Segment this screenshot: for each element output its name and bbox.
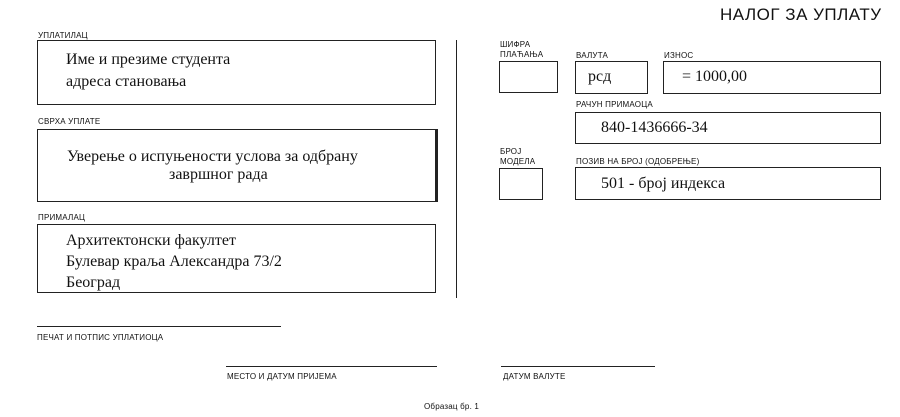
currency-label: ВАЛУТА — [576, 51, 609, 60]
currency-value: рсд — [588, 68, 612, 85]
value-date-label: ДАТУМ ВАЛУТЕ — [503, 372, 566, 381]
payer-label: УПЛАТИЛАЦ — [38, 31, 88, 40]
place-date-line[interactable] — [226, 366, 437, 367]
model-label-1: БРОЈ — [500, 147, 522, 156]
payer-field[interactable] — [37, 40, 436, 105]
reference-number-field[interactable] — [575, 167, 881, 200]
payer-name-text: Име и презиме студента — [66, 51, 231, 68]
payment-code-label-1: ШИФРА — [500, 40, 531, 49]
reference-number-value: 501 - број индекса — [601, 175, 726, 192]
amount-field[interactable] — [663, 61, 881, 94]
column-divider — [456, 40, 457, 298]
model-number-field[interactable] — [499, 168, 543, 200]
purpose-line2-text: завршног рада — [169, 166, 268, 183]
payer-signature-line[interactable] — [37, 326, 281, 327]
recipient-account-label: РАЧУН ПРИМАОЦА — [576, 100, 653, 109]
recipient-street-text: Булевар краља Александра 73/2 — [66, 253, 282, 270]
purpose-line1-text: Уверење о испуњености услова за одбрану — [67, 148, 358, 165]
recipient-account-field[interactable] — [575, 112, 881, 144]
recipient-label: ПРИМАЛАЦ — [38, 213, 86, 222]
form-number: Образац бр. 1 — [424, 402, 480, 411]
recipient-account-value: 840-1436666-34 — [601, 119, 708, 136]
payment-code-field[interactable] — [499, 61, 558, 93]
payer-signature-label: ПЕЧАТ И ПОТПИС УПЛАТИОЦА — [37, 333, 164, 342]
payment-code-label-2: ПЛАЋАЊА — [500, 50, 544, 59]
recipient-field[interactable] — [37, 224, 436, 293]
recipient-name-text: Архитектонски факултет — [66, 232, 236, 249]
currency-field[interactable] — [575, 61, 648, 94]
amount-label: ИЗНОС — [664, 51, 694, 60]
recipient-city-text: Београд — [66, 274, 121, 291]
reference-number-label: ПОЗИВ НА БРОЈ (ОДОБРЕЊЕ) — [576, 157, 700, 166]
amount-value: = 1000,00 — [682, 68, 748, 85]
purpose-field[interactable] — [37, 129, 438, 202]
payer-address-text: адреса становања — [66, 73, 187, 90]
value-date-line[interactable] — [501, 366, 655, 367]
purpose-label: СВРХА УПЛАТЕ — [38, 117, 101, 126]
model-label-2: МОДЕЛА — [500, 157, 536, 166]
place-date-label: МЕСТО И ДАТУМ ПРИЈЕМА — [227, 372, 337, 381]
form-title: НАЛОГ ЗА УПЛАТУ — [720, 5, 882, 24]
